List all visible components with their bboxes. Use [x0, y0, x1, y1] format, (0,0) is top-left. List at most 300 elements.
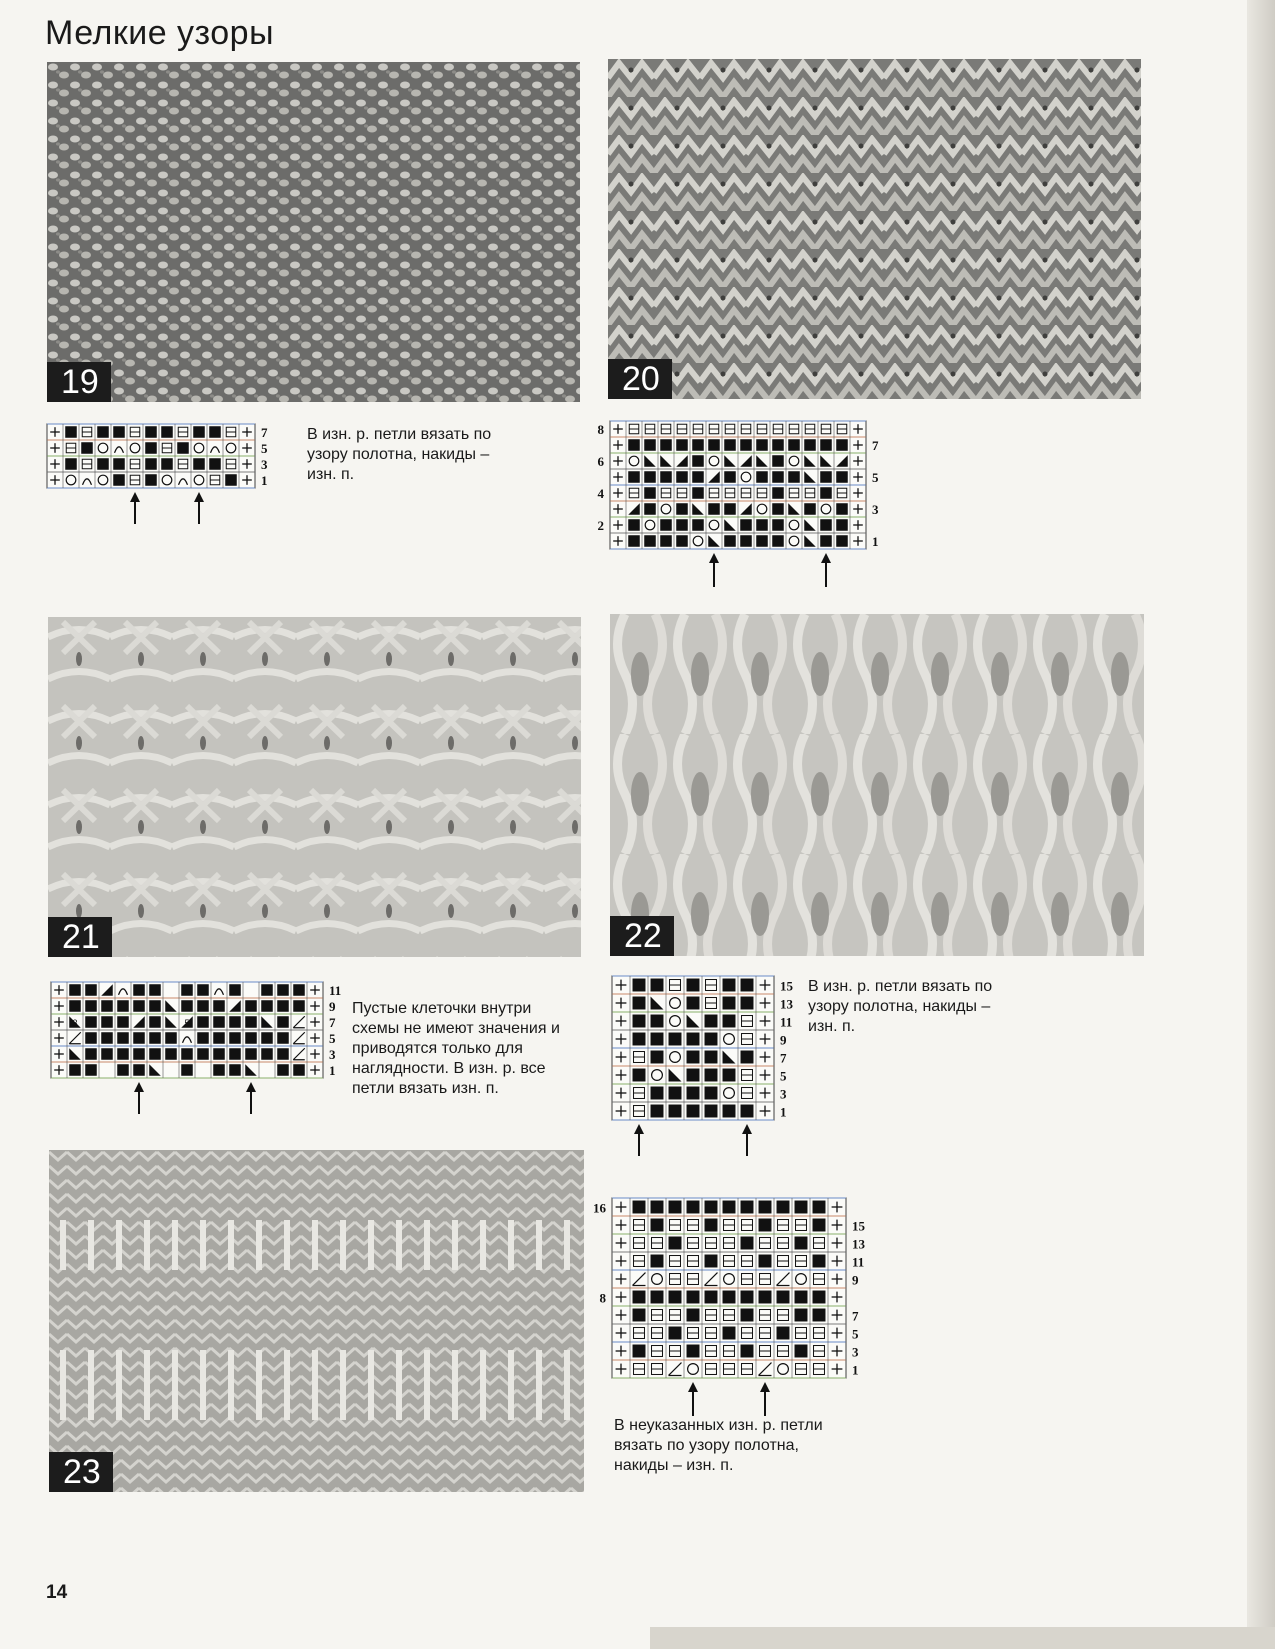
purl-square — [277, 1064, 289, 1076]
swatch-photo-19 — [47, 62, 580, 402]
purl-square — [741, 1237, 754, 1250]
purl-square — [669, 1237, 682, 1250]
purl-square — [759, 1291, 772, 1304]
purl-square — [687, 1069, 700, 1082]
purl-square — [229, 1048, 241, 1060]
purl-square — [633, 979, 646, 992]
chart-cells — [612, 976, 774, 1120]
row-number-right: 7 — [780, 1050, 787, 1066]
purl-square — [669, 1327, 682, 1340]
purl-square — [97, 458, 109, 470]
row-number-right: 5 — [852, 1326, 859, 1342]
purl-square — [101, 1032, 113, 1044]
purl-square — [113, 458, 125, 470]
purl-square — [261, 984, 273, 996]
chart-cells — [51, 982, 323, 1078]
purl-square — [69, 984, 81, 996]
purl-square — [213, 1032, 225, 1044]
row-number-right: 1 — [872, 533, 879, 549]
purl-square — [687, 1309, 700, 1322]
purl-square — [277, 1048, 289, 1060]
purl-square — [692, 439, 704, 451]
purl-square — [261, 1048, 273, 1060]
chart-cells — [612, 1198, 846, 1378]
purl-square — [633, 1201, 646, 1214]
purl-square — [705, 1255, 718, 1268]
purl-square — [813, 1291, 826, 1304]
repeat-arrow-head — [134, 1082, 144, 1092]
row-number-left: 2 — [597, 517, 604, 533]
purl-square — [741, 1105, 754, 1118]
purl-square — [245, 1016, 257, 1028]
purl-square — [777, 1201, 790, 1214]
purl-square — [813, 1255, 826, 1268]
purl-square — [633, 997, 646, 1010]
purl-square — [741, 1201, 754, 1214]
repeat-arrow-head — [688, 1382, 698, 1392]
purl-square — [687, 1105, 700, 1118]
purl-square — [741, 1291, 754, 1304]
purl-square — [692, 455, 704, 467]
purl-square — [687, 979, 700, 992]
row-number-right: 1 — [329, 1062, 336, 1078]
row-number-right: 1 — [780, 1104, 787, 1120]
decrease-count-mark: 5 — [136, 1066, 142, 1076]
purl-square — [724, 535, 736, 547]
purl-square — [669, 1105, 682, 1118]
purl-square — [705, 1069, 718, 1082]
purl-square — [669, 1033, 682, 1046]
purl-square — [705, 1105, 718, 1118]
purl-square — [651, 1033, 664, 1046]
purl-square — [651, 1051, 664, 1064]
swatch-number-19: 19 — [47, 362, 111, 402]
purl-square — [117, 1000, 129, 1012]
purl-square — [651, 1015, 664, 1028]
purl-square — [692, 519, 704, 531]
chart-cells — [610, 421, 866, 549]
purl-square — [676, 439, 688, 451]
purl-square — [229, 1016, 241, 1028]
chart-cells — [47, 424, 255, 488]
purl-square — [193, 426, 205, 438]
purl-square — [628, 519, 640, 531]
purl-square — [181, 984, 193, 996]
purl-square — [245, 1048, 257, 1060]
purl-square — [777, 1327, 790, 1340]
purl-square — [101, 1048, 113, 1060]
purl-square — [229, 984, 241, 996]
purl-square — [213, 1048, 225, 1060]
purl-square — [795, 1201, 808, 1214]
purl-square — [676, 471, 688, 483]
purl-square — [687, 1033, 700, 1046]
purl-square — [708, 503, 720, 515]
purl-square — [97, 426, 109, 438]
purl-square — [772, 471, 784, 483]
swatch-number-21: 21 — [48, 917, 112, 957]
purl-square — [145, 442, 157, 454]
purl-square — [705, 1219, 718, 1232]
purl-square — [741, 1051, 754, 1064]
purl-square — [277, 1032, 289, 1044]
purl-square — [705, 1291, 718, 1304]
chart-grid-svg — [47, 424, 287, 528]
purl-square — [197, 1000, 209, 1012]
purl-square — [723, 1291, 736, 1304]
purl-square — [197, 1032, 209, 1044]
purl-square — [628, 535, 640, 547]
purl-square — [759, 1201, 772, 1214]
purl-square — [633, 1309, 646, 1322]
purl-square — [723, 1015, 736, 1028]
purl-square — [633, 1345, 646, 1358]
purl-square — [724, 471, 736, 483]
purl-square — [85, 1064, 97, 1076]
row-number-right: 3 — [852, 1344, 859, 1360]
chart-21 — [51, 982, 355, 1118]
purl-square — [723, 1201, 736, 1214]
purl-square — [133, 984, 145, 996]
purl-square — [759, 1219, 772, 1232]
purl-square — [723, 997, 736, 1010]
purl-square — [795, 1237, 808, 1250]
purl-square — [651, 1087, 664, 1100]
row-number-left: 4 — [597, 485, 604, 501]
purl-square — [633, 1069, 646, 1082]
purl-square — [644, 503, 656, 515]
purl-square — [245, 1000, 257, 1012]
purl-square — [660, 535, 672, 547]
row-number-right: 7 — [329, 1014, 336, 1030]
purl-square — [741, 997, 754, 1010]
purl-square — [705, 1015, 718, 1028]
chart-19 — [47, 424, 287, 528]
decrease-count-mark: 3 — [280, 1018, 286, 1028]
purl-square — [644, 535, 656, 547]
purl-square — [209, 458, 221, 470]
swatch-number-20: 20 — [608, 359, 672, 399]
purl-square — [209, 426, 221, 438]
purl-square — [651, 1291, 664, 1304]
page-bottom-edge — [650, 1627, 1275, 1649]
purl-square — [820, 439, 832, 451]
row-number-left: 16 — [593, 1200, 606, 1216]
purl-square — [197, 1048, 209, 1060]
purl-square — [836, 519, 848, 531]
row-number-right: 7 — [261, 424, 268, 440]
row-number-right: 13 — [780, 996, 793, 1012]
purl-square — [213, 1000, 225, 1012]
row-number-right: 11 — [852, 1254, 865, 1270]
purl-square — [804, 439, 816, 451]
purl-square — [177, 442, 189, 454]
purl-square — [723, 1069, 736, 1082]
swatch-number-23: 23 — [49, 1452, 113, 1492]
purl-square — [795, 1291, 808, 1304]
swatch-photo-21 — [48, 617, 581, 957]
purl-square — [81, 442, 93, 454]
chart-grid-svg — [590, 421, 898, 591]
purl-square — [651, 1201, 664, 1214]
purl-square — [772, 535, 784, 547]
row-number-right: 3 — [329, 1046, 336, 1062]
purl-square — [813, 1201, 826, 1214]
purl-square — [687, 997, 700, 1010]
row-number-right: 7 — [852, 1308, 859, 1324]
purl-square — [651, 979, 664, 992]
purl-square — [85, 1032, 97, 1044]
purl-square — [644, 487, 656, 499]
purl-square — [149, 984, 161, 996]
purl-square — [740, 519, 752, 531]
purl-square — [644, 471, 656, 483]
row-number-right: 9 — [852, 1272, 859, 1288]
repeat-arrow-head — [821, 553, 831, 563]
purl-square — [687, 1051, 700, 1064]
purl-square — [644, 439, 656, 451]
purl-square — [741, 1309, 754, 1322]
purl-square — [85, 1048, 97, 1060]
purl-square — [724, 503, 736, 515]
purl-square — [261, 1000, 273, 1012]
purl-square — [181, 1048, 193, 1060]
purl-square — [705, 1033, 718, 1046]
repeat-arrow-head — [194, 492, 204, 502]
purl-square — [723, 1327, 736, 1340]
purl-square — [181, 1000, 193, 1012]
repeat-arrow-head — [246, 1082, 256, 1092]
purl-square — [660, 471, 672, 483]
purl-square — [788, 471, 800, 483]
row-number-right: 11 — [329, 982, 342, 998]
swatch-number-22: 22 — [610, 916, 674, 956]
purl-square — [676, 503, 688, 515]
purl-square — [820, 471, 832, 483]
purl-square — [705, 1201, 718, 1214]
purl-square — [85, 1000, 97, 1012]
purl-square — [836, 439, 848, 451]
purl-square — [692, 487, 704, 499]
purl-square — [813, 1219, 826, 1232]
purl-square — [633, 1015, 646, 1028]
purl-square — [261, 1032, 273, 1044]
purl-square — [708, 439, 720, 451]
purl-square — [660, 439, 672, 451]
row-number-right: 3 — [261, 456, 268, 472]
purl-square — [772, 503, 784, 515]
repeat-arrow-head — [760, 1382, 770, 1392]
purl-square — [133, 1032, 145, 1044]
purl-square — [804, 503, 816, 515]
swatch-photo-23 — [49, 1150, 584, 1492]
purl-square — [213, 1016, 225, 1028]
repeat-arrow-head — [742, 1124, 752, 1134]
purl-square — [101, 1000, 113, 1012]
purl-square — [687, 1345, 700, 1358]
row-number-right: 5 — [329, 1030, 336, 1046]
purl-square — [687, 1291, 700, 1304]
purl-square — [293, 1064, 305, 1076]
chart-grid-svg — [612, 976, 806, 1160]
purl-square — [628, 471, 640, 483]
purl-square — [820, 519, 832, 531]
swatch-photo-20 — [608, 59, 1141, 399]
purl-square — [756, 535, 768, 547]
purl-square — [836, 535, 848, 547]
row-number-right: 15 — [780, 978, 793, 994]
purl-square — [795, 1309, 808, 1322]
purl-square — [741, 979, 754, 992]
row-number-right: 11 — [780, 1014, 793, 1030]
swatch-photo-22 — [610, 614, 1144, 956]
purl-square — [69, 1000, 81, 1012]
row-number-right: 3 — [872, 501, 879, 517]
row-number-right: 5 — [261, 440, 268, 456]
caption-22: В изн. р. петли вязать по узору полотна, накиды – изн. п. — [808, 978, 993, 1035]
chart-23 — [590, 1198, 878, 1420]
purl-square — [69, 1064, 81, 1076]
purl-square — [213, 1064, 225, 1076]
purl-square — [145, 474, 157, 486]
purl-square — [741, 1345, 754, 1358]
purl-square — [149, 1048, 161, 1060]
caption-23: В неуказанных изн. р. петли вязать по узору полотна, накиды – изн. п. — [614, 1417, 823, 1474]
purl-square — [633, 1033, 646, 1046]
purl-square — [117, 1032, 129, 1044]
purl-square — [277, 984, 289, 996]
purl-square — [788, 439, 800, 451]
purl-square — [772, 487, 784, 499]
purl-square — [759, 1255, 772, 1268]
row-number-right: 1 — [852, 1362, 859, 1378]
purl-square — [669, 1201, 682, 1214]
row-number-right: 3 — [780, 1086, 787, 1102]
purl-square — [756, 519, 768, 531]
row-number-right: 9 — [329, 998, 336, 1014]
purl-square — [133, 1048, 145, 1060]
purl-square — [101, 1016, 113, 1028]
purl-square — [813, 1309, 826, 1322]
caption-21: Пустые клеточки внутри схемы не имеют значения и приводятся только для наглядности. В изн. р. все петли вязать изн. п. — [352, 1000, 560, 1097]
purl-square — [149, 1016, 161, 1028]
purl-square — [225, 474, 237, 486]
purl-square — [165, 1048, 177, 1060]
purl-square — [245, 1032, 257, 1044]
purl-square — [628, 439, 640, 451]
page-number: 14 — [46, 1582, 68, 1603]
purl-square — [820, 535, 832, 547]
purl-square — [651, 1255, 664, 1268]
purl-square — [293, 1000, 305, 1012]
purl-square — [772, 439, 784, 451]
purl-square — [660, 519, 672, 531]
chart-grid-svg — [51, 982, 355, 1118]
purl-square — [193, 458, 205, 470]
purl-square — [777, 1291, 790, 1304]
purl-square — [651, 1105, 664, 1118]
purl-square — [836, 471, 848, 483]
row-number-left: 8 — [599, 1290, 606, 1306]
purl-square — [117, 1064, 129, 1076]
purl-square — [65, 426, 77, 438]
purl-square — [229, 1032, 241, 1044]
purl-square — [687, 1087, 700, 1100]
page-title: Мелкие узоры — [45, 14, 275, 52]
purl-square — [651, 1219, 664, 1232]
purl-square — [795, 1345, 808, 1358]
row-number-right: 7 — [872, 437, 879, 453]
purl-square — [161, 426, 173, 438]
decrease-count-mark: 5 — [184, 1018, 190, 1028]
repeat-arrow-head — [130, 492, 140, 502]
purl-square — [723, 979, 736, 992]
purl-square — [740, 535, 752, 547]
purl-square — [85, 984, 97, 996]
row-number-left: 6 — [597, 453, 604, 469]
purl-square — [633, 1291, 646, 1304]
purl-square — [133, 1000, 145, 1012]
purl-square — [181, 1064, 193, 1076]
purl-square — [723, 1105, 736, 1118]
purl-square — [145, 458, 157, 470]
purl-square — [113, 426, 125, 438]
repeat-arrow-head — [634, 1124, 644, 1134]
purl-square — [165, 1032, 177, 1044]
row-number-right: 9 — [780, 1032, 787, 1048]
purl-square — [277, 1000, 289, 1012]
purl-square — [85, 1016, 97, 1028]
purl-square — [676, 535, 688, 547]
purl-square — [836, 503, 848, 515]
chart-grid-svg — [590, 1198, 878, 1420]
purl-square — [756, 439, 768, 451]
purl-square — [705, 1087, 718, 1100]
purl-square — [197, 1016, 209, 1028]
purl-square — [820, 487, 832, 499]
purl-square — [772, 455, 784, 467]
purl-square — [676, 519, 688, 531]
purl-square — [669, 1087, 682, 1100]
purl-square — [756, 471, 768, 483]
purl-square — [161, 458, 173, 470]
row-number-right: 5 — [872, 469, 879, 485]
row-number-right: 1 — [261, 472, 268, 488]
purl-square — [145, 426, 157, 438]
page-edge-shadow — [1247, 0, 1275, 1649]
purl-square — [772, 519, 784, 531]
decrease-count-mark: 3 — [72, 1018, 78, 1028]
decrease-count-mark: 5 — [232, 1066, 238, 1076]
purl-square — [65, 458, 77, 470]
row-number-left: 8 — [597, 421, 604, 437]
caption-19: В изн. р. петли вязать по узору полотна, накиды – изн. п. — [307, 426, 492, 483]
chart-20 — [590, 421, 898, 591]
purl-square — [669, 1291, 682, 1304]
row-number-right: 15 — [852, 1218, 865, 1234]
purl-square — [197, 984, 209, 996]
repeat-arrow-head — [709, 553, 719, 563]
purl-square — [692, 471, 704, 483]
row-number-right: 5 — [780, 1068, 787, 1084]
purl-square — [117, 1048, 129, 1060]
purl-square — [149, 1032, 161, 1044]
purl-square — [117, 1016, 129, 1028]
purl-square — [293, 984, 305, 996]
row-number-right: 13 — [852, 1236, 865, 1252]
purl-square — [724, 439, 736, 451]
purl-square — [740, 439, 752, 451]
